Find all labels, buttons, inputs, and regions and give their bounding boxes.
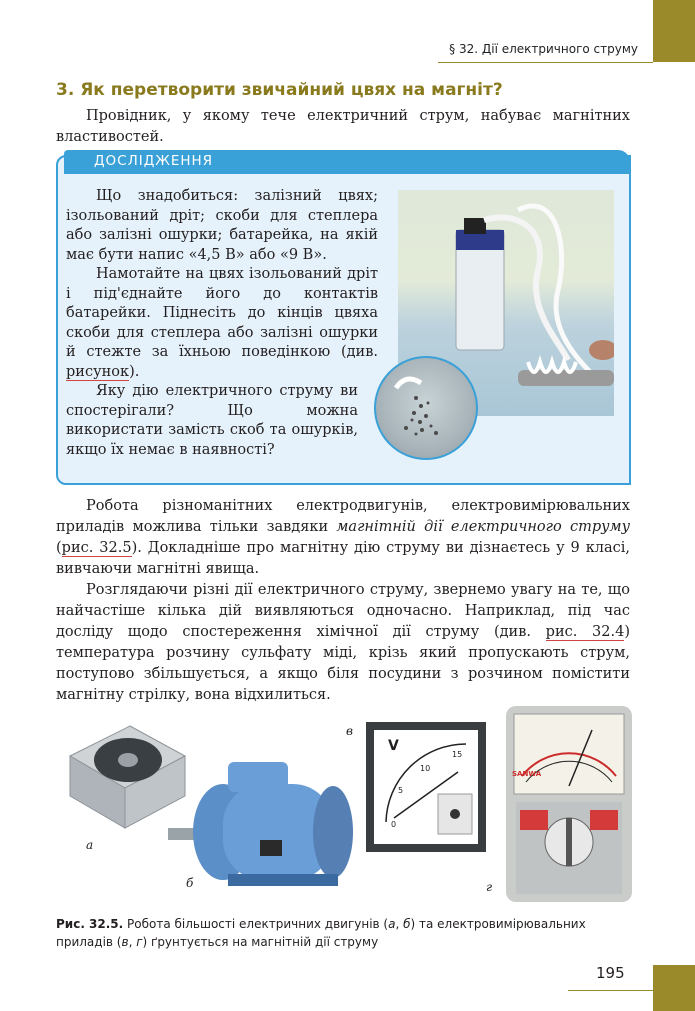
fig-32-5-link[interactable]: рис. 32.5 [61, 540, 132, 556]
research-label: ДОСЛІДЖЕННЯ [94, 153, 214, 169]
electric-motor-icon [168, 740, 358, 890]
figure-caption: Рис. 32.5. Робота більшості електричних двигунів (а, б) та електровимірювальних приладів (в, г) ґрунтується на магнітній дії струму [56, 917, 586, 949]
voltmeter-unit: V [388, 738, 399, 754]
label-g: г [486, 880, 493, 894]
intro-paragraph: Провідник, у якому тече електричний струм, набуває магнітних властивостей. [56, 108, 630, 145]
label-v: в [346, 724, 353, 738]
multimeter-brand: SANWA [512, 770, 542, 778]
multimeter-icon [506, 706, 632, 902]
emphasis-magnetic-action: магнітній дії електричного струму [336, 519, 630, 535]
voltmeter-tick-15: 15 [452, 750, 463, 759]
voltmeter-tick-0: 0 [391, 820, 397, 829]
fig-32-4-link[interactable]: рис. 32.4 [545, 624, 625, 640]
voltmeter-icon [366, 722, 486, 852]
research-p2: Намотайте на цвях ізольований дріт і під'єднайте його до контактів батарейки. Піднесіть до кінців цвяха скоби для степлера або залізні ошурки й стежте за їхньою поведінкою (див. [66, 266, 378, 360]
figure-b-motor [168, 740, 358, 890]
body-paragraph-1: Робота різноманітних електродвигунів, електровимірювальних приладів можлива тільки завдяки магнітній дії електричного струму (рис. 32.5). Докладніше про магнітну дію струму ви дізнаєтесь у 9 класі, вивчаючи магнітні явища. [56, 498, 630, 577]
footer-rule [568, 990, 653, 991]
running-header: § 32. Дії електричного струму [449, 42, 638, 56]
research-p1: Що знадобиться: залізний цвях; ізольований дріт; скоби для степлера або залізні ошурки; батарейка, на якій має бути напис «4,5 В» або «9 В». [66, 188, 378, 263]
figure-link[interactable]: рисунок [66, 363, 130, 380]
figure-g-multimeter [506, 706, 632, 902]
research-p3: Яку дію електричного струму ви спостерігали? Що можна використати замість скоб та ошурків, якщо їх немає в наявності? [66, 383, 358, 458]
body-paragraph-2: Розглядаючи різні дії електричного струму, звернемо увагу на те, що найчастіше кілька дій виявляються одночасно. Наприклад, під час досліду щодо спостереження хімічної дії струму (див. рис. 32.4) температура розчину сульфату міді, крізь який пропускають струм, поступово збільшується, а якщо біля посудини з розчином помістити магнітну стрілку, вона відхилиться. [56, 582, 631, 703]
figure-v-voltmeter [366, 722, 486, 852]
header-rule [438, 62, 653, 63]
voltmeter-tick-10: 10 [420, 764, 431, 773]
iron-filings-icon [376, 358, 476, 458]
voltmeter-tick-5: 5 [398, 786, 404, 795]
section-title [56, 80, 503, 100]
header-accent-bar [653, 0, 695, 62]
label-b: б [186, 876, 194, 890]
section-number: 3. [56, 80, 75, 100]
page-number: 195 [596, 964, 625, 982]
filings-closeup [374, 356, 478, 460]
caption-label: Рис. 32.5. [56, 917, 124, 931]
body-text [56, 496, 630, 706]
label-a: а [86, 838, 94, 852]
section-title-text: Як перетворити звичайний цвях на магніт? [80, 80, 503, 100]
research-tab [64, 150, 630, 174]
research-text: Що знадобиться: залізний цвях; ізольований дріт; скоби для степлера або залізні ошурки; батарейка, на якій має бути напис «4,5 В» або «9 В». Намотайте на цвях ізольований дріт і під'єднайте його до контактів батарейки. Піднесіть до кінців цвяха скоби для степлера або залізні ошурки й стежте за їхньою поведінкою (див. рисунок). Яку дію електричного струму ви спостерігали? Що можна використати замість скоб та ошурків, якщо їх немає в наявності? [66, 188, 378, 458]
footer-accent-bar [653, 965, 695, 1011]
